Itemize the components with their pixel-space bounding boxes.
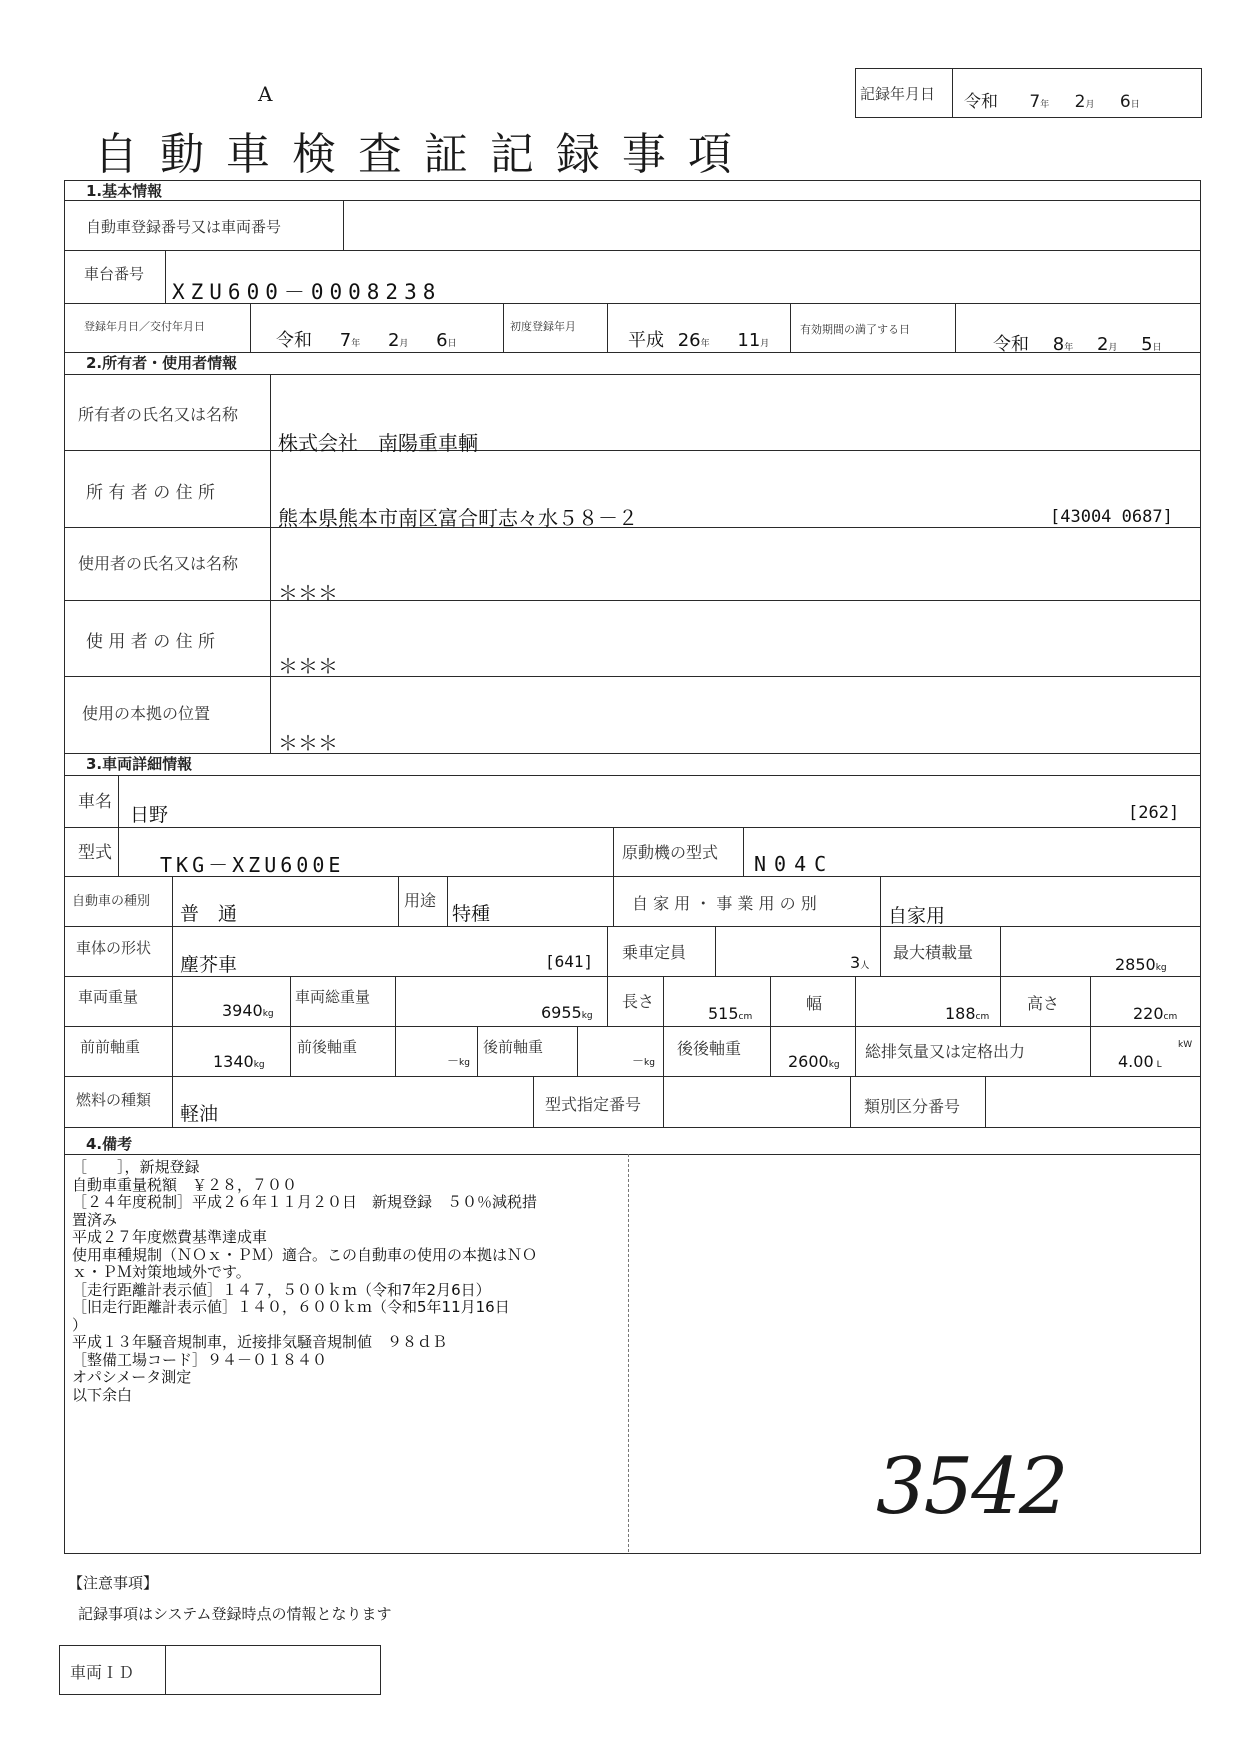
fr-axle-label: 前後軸重 — [297, 1038, 358, 1056]
body-label: 車体の形状 — [76, 939, 152, 957]
form-mark: A — [258, 82, 273, 106]
divider — [743, 827, 744, 876]
record-date-day: 6 — [1119, 92, 1131, 112]
divider — [172, 926, 173, 976]
divider — [770, 976, 771, 1026]
owner-name-label: 所有者の氏名又は名称 — [78, 405, 239, 424]
displacement-value — [1118, 1052, 1162, 1071]
divider — [64, 250, 1200, 251]
remarks-line: 使用車種規制（ＮＯｘ・ＰＭ）適合。この自動車の使用の本拠はＮＯ — [72, 1245, 538, 1264]
unit-kg: kg — [581, 1011, 593, 1021]
divider — [607, 926, 608, 976]
divider — [64, 1127, 1200, 1128]
record-date-month: 2 — [1074, 92, 1086, 112]
unit-year: 年 — [700, 339, 710, 349]
divider — [395, 1026, 396, 1076]
unit-kg: kg — [828, 1060, 840, 1070]
divider — [663, 976, 664, 1026]
unit-cm: cm — [975, 1012, 990, 1022]
unit-year: 年 — [1040, 100, 1050, 110]
expiry-month: 2 — [1096, 334, 1109, 355]
remarks-line: ［走行距離計表示値］１４７，５００ｋｍ（令和7年2月6日） — [72, 1280, 491, 1299]
divider — [613, 827, 614, 876]
engine-label: 原動機の型式 — [622, 843, 719, 862]
expiry-era: 令和 — [993, 334, 1029, 355]
section-vehicle-title: 3.車両詳細情報 — [86, 755, 193, 773]
private-label: 自 家 用 ・ 事 業 用 の 別 — [632, 894, 817, 913]
divider — [172, 1026, 173, 1076]
ff-axle-value — [213, 1052, 265, 1071]
record-date-box — [855, 68, 1202, 118]
divider — [172, 876, 173, 926]
capacity-number: 3 — [850, 953, 861, 972]
remarks-column-divider — [628, 1154, 629, 1552]
remarks-line: ） — [72, 1315, 88, 1334]
divider — [770, 1026, 771, 1076]
divider — [118, 775, 119, 827]
remarks-line: ［旧走行距離計表示値］１４０，６００ｋｍ（令和5年11月16日 — [72, 1298, 510, 1316]
divider — [64, 450, 1200, 451]
reg-date-day: 6 — [436, 330, 448, 351]
user-addr-label: 使 用 者 の 住 所 — [86, 632, 216, 652]
section-basic-title: 1.基本情報 — [86, 182, 163, 200]
kind-value: 普 通 — [180, 903, 238, 925]
fr-axle-value — [447, 1052, 470, 1069]
divider — [985, 1076, 986, 1127]
displacement-number: 4.00 — [1118, 1052, 1154, 1071]
divider — [447, 876, 448, 926]
ff-axle-number: 1340 — [213, 1052, 254, 1071]
vehicle-id-divider — [165, 1646, 166, 1694]
unit-month: 月 — [1108, 343, 1118, 353]
gross-value — [541, 1003, 593, 1022]
divider — [172, 976, 173, 1026]
chassis-value: XZU600－0008238 — [172, 280, 442, 304]
unit-month: 月 — [1085, 100, 1095, 110]
divider — [64, 1076, 1200, 1077]
reg-date-value — [276, 326, 457, 352]
vehicle-name: 日野 — [130, 804, 169, 826]
divider — [64, 827, 1200, 828]
user-name-label: 使用者の氏名又は名称 — [78, 554, 239, 573]
divider — [64, 1154, 1200, 1155]
divider — [64, 600, 1200, 601]
fuel-label: 燃料の種類 — [76, 1091, 152, 1109]
vehicle-name-code: [262] — [1128, 803, 1180, 823]
ff-axle-label: 前前軸重 — [80, 1038, 141, 1056]
height-number: 220 — [1133, 1004, 1164, 1023]
chassis-label: 車台番号 — [84, 265, 145, 283]
rr-axle-label: 後後軸重 — [677, 1039, 742, 1058]
height-value — [1133, 1004, 1177, 1023]
max-load-label: 最大積載量 — [893, 943, 974, 962]
expiry-day: 5 — [1141, 334, 1153, 355]
owner-addr-code: [43004 0687] — [1050, 507, 1173, 527]
reg-date-month: 2 — [387, 330, 400, 351]
unit-year: 年 — [1064, 343, 1074, 353]
rr-axle-number: 2600 — [788, 1052, 829, 1071]
unit-persons: 人 — [860, 961, 870, 971]
owner-addr: 熊本県熊本市南区富合町志々水５８－２ — [278, 506, 638, 530]
divider — [533, 1076, 534, 1127]
gross-number: 6955 — [541, 1003, 582, 1022]
reg-date-era: 令和 — [276, 330, 312, 351]
unit-day: 日 — [1152, 343, 1162, 353]
first-reg-label: 初度登録年月 — [510, 320, 576, 333]
divider — [64, 200, 1200, 201]
divider — [1000, 976, 1001, 1026]
divider — [607, 303, 608, 352]
reg-date-year: 7 — [339, 330, 352, 351]
unit-kg: kg — [644, 1058, 655, 1068]
remarks-line: オパシメータ測定 — [72, 1368, 192, 1386]
width-value — [945, 1004, 989, 1023]
expiry-year: 8 — [1052, 334, 1065, 355]
divider — [955, 303, 956, 352]
divider — [850, 1076, 851, 1127]
engine-value: N04C — [754, 852, 835, 876]
divider — [577, 1026, 578, 1076]
length-value — [708, 1004, 752, 1023]
rf-axle-value — [632, 1052, 655, 1069]
fuel-value: 軽油 — [180, 1103, 219, 1125]
divider — [165, 250, 166, 303]
divider — [398, 876, 399, 926]
notice-title: 【注意事項】 — [68, 1574, 159, 1592]
remarks-line: 置済み — [72, 1210, 118, 1229]
remarks-line: 以下余白 — [72, 1385, 133, 1404]
remarks-line: 平成１３年騒音規制車，近接排気騒音規制値 ９８ｄＢ — [72, 1333, 448, 1351]
divider — [64, 775, 1200, 776]
capacity-label: 乗車定員 — [622, 943, 687, 962]
unit-kg: kg — [459, 1058, 470, 1068]
user-addr: ＊＊＊ — [278, 654, 338, 678]
page-title: 自 動 車 検 査 証 記 録 事 項 — [94, 129, 736, 180]
remarks-line: ｘ・ＰＭ対策地域外です。 — [72, 1263, 251, 1281]
divider — [1090, 976, 1091, 1026]
record-date-value — [964, 87, 1140, 112]
record-date-label: 記録年月日 — [860, 85, 936, 103]
kind-label: 自動車の種別 — [72, 894, 151, 909]
divider — [663, 1076, 664, 1127]
record-date-era: 令和 — [964, 92, 998, 112]
weight-value — [222, 1001, 274, 1020]
divider — [663, 1026, 664, 1076]
divider — [64, 676, 1200, 677]
rr-axle-value — [788, 1052, 840, 1071]
divider — [855, 1026, 856, 1076]
vehicle-name-label: 車名 — [78, 792, 112, 812]
length-label: 長さ — [622, 992, 655, 1011]
unit-year: 年 — [351, 339, 361, 349]
divider — [880, 926, 881, 976]
divider — [250, 303, 251, 352]
width-label: 幅 — [806, 994, 823, 1013]
divider — [64, 926, 1200, 927]
divider — [1090, 1026, 1091, 1076]
divider — [118, 827, 119, 876]
first-reg-value — [628, 326, 769, 352]
expiry-value — [993, 330, 1162, 356]
max-load-value — [1115, 955, 1167, 974]
unit-day: 日 — [447, 339, 457, 349]
remarks-line: ［整備工場コード］９４－０１８４０ — [72, 1350, 328, 1369]
owner-name: 株式会社 南陽重車輌 — [278, 431, 478, 455]
record-date-year: 7 — [1029, 92, 1041, 112]
base: ＊＊＊ — [278, 731, 338, 755]
section-owner-title: 2.所有者・使用者情報 — [86, 354, 238, 372]
divider — [503, 303, 504, 352]
first-reg-month: 11 — [737, 330, 761, 351]
divider — [880, 876, 881, 926]
type-no-label: 型式指定番号 — [545, 1095, 642, 1114]
rf-axle-number: － — [632, 1054, 645, 1068]
unit-kw: kW — [1178, 1040, 1193, 1050]
body-value: 塵芥車 — [180, 954, 238, 976]
divider — [270, 374, 271, 753]
divider — [64, 374, 1200, 375]
remarks-line: 平成２７年度燃費基準達成車 — [72, 1228, 268, 1246]
body-code: [641] — [545, 952, 594, 971]
base-label: 使用の本拠の位置 — [82, 704, 211, 723]
unit-kg: kg — [1155, 963, 1167, 973]
class-no-label: 類別区分番号 — [864, 1097, 961, 1116]
vehicle-id-label: 車両ＩＤ — [70, 1663, 135, 1682]
unit-kg: kg — [262, 1009, 274, 1019]
divider — [64, 1026, 1200, 1027]
user-name: ＊＊＊ — [278, 581, 338, 605]
divider — [395, 976, 396, 1026]
unit-liters: L — [1156, 1060, 1162, 1070]
divider — [790, 303, 791, 352]
fr-axle-number: － — [447, 1054, 460, 1068]
first-reg-era: 平成 — [628, 330, 664, 351]
unit-kg: kg — [253, 1060, 265, 1070]
use-value: 特種 — [452, 903, 491, 925]
divider — [290, 976, 291, 1026]
divider — [477, 1026, 478, 1076]
remarks-text — [72, 1159, 537, 1404]
height-label: 高さ — [1027, 994, 1060, 1013]
unit-cm: cm — [738, 1012, 753, 1022]
vehicle-id-box — [59, 1645, 381, 1695]
remarks-line: ［ ］，新規登録 — [72, 1158, 200, 1176]
owner-addr-label: 所 有 者 の 住 所 — [86, 483, 216, 503]
width-number: 188 — [945, 1004, 976, 1023]
expiry-label: 有効期間の満了する日 — [800, 323, 910, 336]
weight-number: 3940 — [222, 1001, 263, 1020]
first-reg-year: 26 — [677, 330, 701, 351]
divider — [343, 200, 344, 250]
capacity-value — [850, 953, 869, 972]
reg-number-label: 自動車登録番号又は車両番号 — [86, 218, 282, 236]
weight-label: 車両重量 — [78, 988, 139, 1006]
divider — [715, 926, 716, 976]
section-remarks-title: 4.備考 — [86, 1135, 133, 1153]
divider — [64, 753, 1200, 754]
unit-day: 日 — [1130, 100, 1140, 110]
max-load-number: 2850 — [1115, 955, 1156, 974]
unit-month: 月 — [399, 339, 409, 349]
handwritten-number-text: 3542 — [876, 1442, 1067, 1532]
remarks-line: ［２４年度税制］平成２６年１１月２０日 新規登録 ５０％減税措 — [72, 1193, 538, 1211]
unit-month: 月 — [760, 339, 770, 349]
record-date-label-divider — [952, 69, 953, 117]
notice-text: 記録事項はシステム登録時点の情報となります — [78, 1605, 392, 1623]
use-label: 用途 — [404, 891, 437, 910]
length-number: 515 — [708, 1004, 739, 1023]
divider — [613, 876, 614, 926]
divider — [855, 976, 856, 1026]
divider — [172, 1076, 173, 1127]
divider — [607, 976, 608, 1026]
gross-label: 車両総重量 — [295, 988, 371, 1006]
divider — [1000, 926, 1001, 976]
rf-axle-label: 後前軸重 — [483, 1038, 544, 1056]
displacement-label: 総排気量又は定格出力 — [865, 1042, 1026, 1061]
remarks-line: 自動車重量税額 ￥２８，７００ — [72, 1175, 298, 1194]
model-value: TKG－XZU600E — [160, 853, 345, 877]
reg-date-label: 登録年月日／交付年月日 — [84, 320, 205, 333]
model-label: 型式 — [78, 843, 112, 863]
handwritten-number — [870, 1435, 1150, 1535]
divider — [290, 1026, 291, 1076]
private-value: 自家用 — [888, 905, 946, 927]
unit-cm: cm — [1163, 1012, 1178, 1022]
